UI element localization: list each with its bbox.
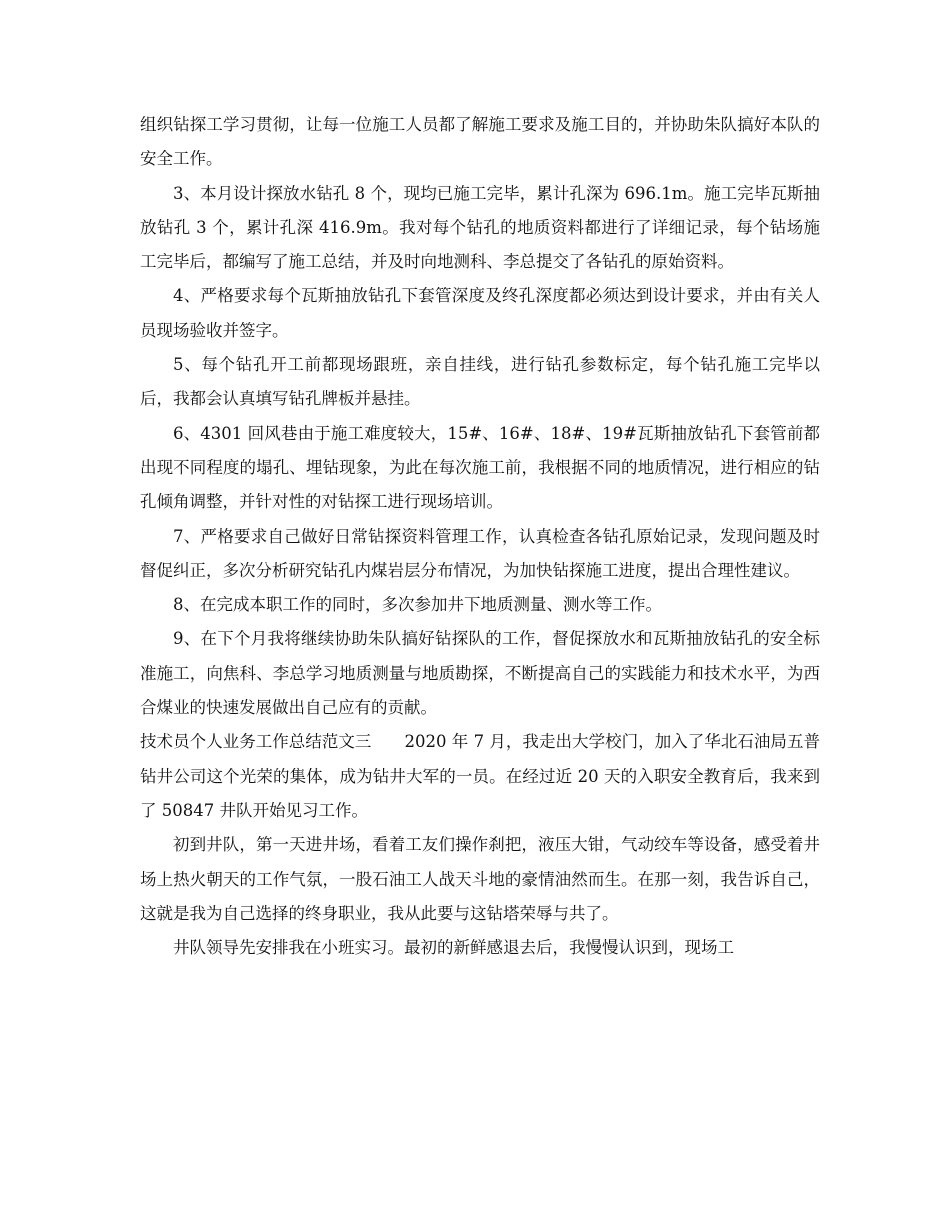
paragraph-item-5: 5、每个钻孔开工前都现场跟班，亲自挂线，进行钻孔参数标定，每个钻孔施工完毕以后，我都会认真填写钻孔牌板并悬挂。 xyxy=(140,355,820,409)
paragraph-item-4: 4、严格要求每个瓦斯抽放钻孔下套管深度及终孔深度都必须达到设计要求，并由有关人员现场验收并签字。 xyxy=(140,286,820,340)
paragraph-item-9: 9、在下个月我将继续协助朱队搞好钻探队的工作，督促探放水和瓦斯抽放钻孔的安全标准施工，向焦科、李总学习地质测量与地质勘探，不断提高自己的实践能力和技术水平，为西合煤业的快速发展做出自己应有的贡献。 xyxy=(140,629,820,718)
paragraph-item-6: 6、4301 回风巷由于施工难度较大，15#、16#、18#、19#瓦斯抽放钻孔下套管前都出现不同程度的塌孔、埋钻现象，为此在每次施工前，我根据不同的地质情况，进行相应的钻孔倾角调整，并针对性的对钻探工进行现场培训。 xyxy=(140,423,820,512)
document-page xyxy=(140,108,820,965)
paragraph-first-day: 初到井队，第一天进井场，看着工友们操作刹把，液压大钳，气动绞车等设备，感受着井场上热火朝天的工作气氛，一股石油工人战天斗地的豪情油然而生。在那一刻，我告诉自己，这就是我为自己选择的终身职业，我从此要与这钻塔荣辱与共了。 xyxy=(140,835,820,923)
paragraph-item-3: 3、本月设计探放水钻孔 8 个，现均已施工完毕，累计孔深为 696.1m。施工完毕瓦斯抽放钻孔 3 个，累计孔深 416.9m。我对每个钻孔的地质资料都进行了详细记录，每个钻场施工完毕后，都编写了施工总结，并及时向地测科、李总提交了各钻孔的原始资料。 xyxy=(140,183,820,272)
paragraph-item-7: 7、严格要求自己做好日常钻探资料管理工作，认真检查各钻孔原始记录，发现问题及时督促纠正，多次分析研究钻孔内煤岩层分布情况，为加快钻探施工进度，提出合理性建议。 xyxy=(140,526,820,580)
paragraph-intro: 组织钻探工学习贯彻，让每一位施工人员都了解施工要求及施工目的，并协助朱队搞好本队的安全工作。 xyxy=(140,115,820,169)
paragraph-internship: 井队领导先安排我在小班实习。最初的新鲜感退去后，我慢慢认识到，现场工 xyxy=(173,938,734,958)
paragraph-section-three: 技术员个人业务工作总结范文三 2020 年 7 月，我走出大学校门，加入了华北石油局五普钻井公司这个光荣的集体，成为钻井大军的一员。在经过近 20 天的入职安全教育后，我来到了 50847 井队开始见习工作。 xyxy=(140,732,820,820)
paragraph-item-8: 8、在完成本职工作的同时，多次参加井下地质测量、测水等工作。 xyxy=(173,595,662,615)
